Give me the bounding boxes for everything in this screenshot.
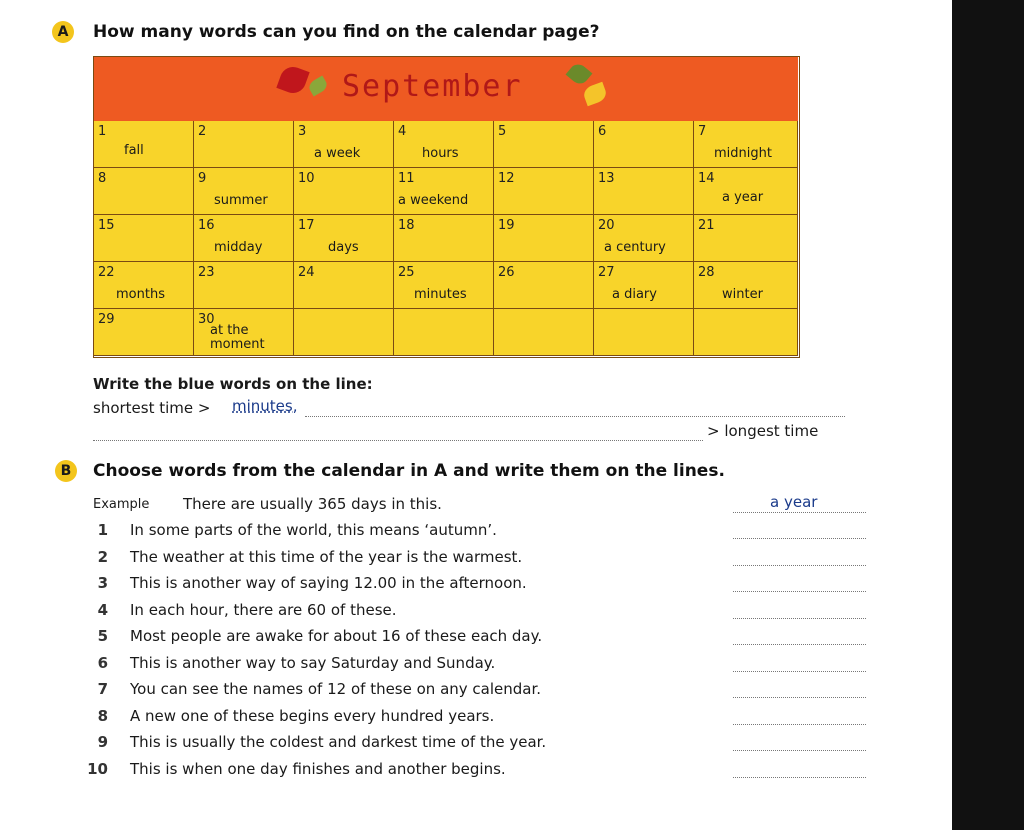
section-a-badge: A	[52, 21, 74, 43]
calendar-word: winter	[722, 287, 763, 302]
calendar-day-number: 6	[598, 124, 607, 139]
calendar-cell	[294, 309, 394, 356]
calendar-day-number: 7	[698, 124, 707, 139]
question-text: The weather at this time of the year is the warmest.	[130, 547, 523, 566]
question-text: This is usually the coldest and darkest time of the year.	[130, 733, 547, 751]
calendar-cell	[694, 309, 798, 356]
calendar-day-number: 22	[98, 265, 115, 280]
calendar-word: midnight	[714, 146, 772, 161]
question-number: 1	[97, 521, 108, 539]
calendar-word: hours	[422, 146, 459, 161]
calendar-cell	[294, 168, 394, 215]
example-answer-line	[733, 512, 866, 513]
calendar-word: a century	[604, 240, 666, 255]
calendar-word: fall	[124, 143, 144, 158]
calendar-cell	[494, 309, 594, 356]
calendar-word: summer	[214, 193, 268, 208]
calendar-day-number: 27	[598, 265, 615, 280]
calendar-day-number: 3	[298, 124, 307, 139]
calendar-day-number: 20	[598, 218, 615, 233]
answer-line[interactable]	[733, 724, 866, 725]
calendar-cell	[94, 309, 194, 356]
calendar-cell	[94, 168, 194, 215]
calendar-day-number: 2	[198, 124, 207, 139]
calendar-word: midday	[214, 240, 263, 255]
answer-line[interactable]	[733, 565, 866, 566]
calendar-day-number: 30	[198, 312, 215, 327]
calendar-cell	[494, 215, 594, 262]
answer-line-bottom[interactable]	[93, 440, 703, 441]
calendar-day-number: 18	[398, 218, 415, 233]
calendar-day-number: 28	[698, 265, 715, 280]
calendar-word: a weekend	[398, 193, 469, 208]
calendar-day-number: 29	[98, 312, 115, 327]
calendar-day-number: 5	[498, 124, 507, 139]
answer-line[interactable]	[733, 644, 866, 645]
answer-line-top[interactable]	[305, 416, 845, 417]
calendar-cell	[494, 121, 594, 168]
maple-leaf-icon	[276, 63, 309, 96]
shortest-label: shortest time >	[93, 399, 211, 417]
calendar-day-number: 17	[298, 218, 315, 233]
calendar-word: months	[116, 287, 165, 302]
question-text: This is another way of saying 12.00 in the afternoon.	[130, 574, 527, 592]
question-number: 3	[97, 574, 108, 592]
longest-label: > longest time	[707, 422, 819, 440]
answer-line[interactable]	[733, 697, 866, 698]
calendar-cell	[394, 262, 494, 309]
calendar-day-number: 15	[98, 218, 115, 233]
example-answer: a year	[770, 493, 818, 511]
calendar-word: at the moment	[210, 323, 265, 352]
calendar-day-number: 14	[698, 171, 715, 186]
calendar-cell	[694, 262, 798, 309]
calendar-cell	[294, 121, 394, 168]
section-b-title: Choose words from the calendar in A and write them on the lines.	[93, 461, 725, 481]
dark-edge	[952, 0, 1024, 830]
calendar-cell	[94, 215, 194, 262]
calendar-day-number: 23	[198, 265, 215, 280]
green-leaf-icon	[307, 75, 330, 96]
calendar-day-number: 11	[398, 171, 415, 186]
calendar-cell	[494, 262, 594, 309]
calendar-day-number: 25	[398, 265, 415, 280]
question-text: This is another way to say Saturday and Sunday.	[130, 653, 496, 672]
calendar-cell	[94, 262, 194, 309]
calendar-cell	[294, 215, 394, 262]
question-text: In some parts of the world, this means ‘autumn’.	[130, 521, 497, 539]
calendar-day-number: 24	[298, 265, 315, 280]
calendar-cell	[394, 309, 494, 356]
calendar	[93, 56, 800, 358]
shortest-answer: minutes,	[232, 397, 298, 415]
calendar-day-number: 13	[598, 171, 615, 186]
calendar-day-number: 4	[398, 124, 407, 139]
question-number: 5	[97, 627, 108, 645]
question-number: 2	[97, 547, 108, 566]
question-text: In each hour, there are 60 of these.	[130, 600, 397, 619]
instruction: Write the blue words on the line:	[93, 375, 373, 393]
calendar-cell	[194, 309, 294, 356]
calendar-cell	[194, 168, 294, 215]
calendar-day-number: 19	[498, 218, 515, 233]
question-text: Most people are awake for about 16 of these each day.	[130, 627, 543, 645]
calendar-cell	[394, 168, 494, 215]
calendar-cell	[394, 121, 494, 168]
calendar-header	[94, 57, 798, 122]
calendar-cell	[494, 168, 594, 215]
question-text: This is when one day finishes and another begins.	[130, 759, 506, 778]
calendar-cell	[694, 121, 798, 168]
calendar-word: minutes	[414, 287, 467, 302]
question-number: 10	[87, 759, 108, 778]
calendar-word: days	[328, 240, 359, 255]
calendar-word: a diary	[612, 287, 657, 302]
calendar-cell	[94, 121, 194, 168]
question-number: 7	[97, 680, 108, 698]
calendar-cell	[394, 215, 494, 262]
calendar-cell	[194, 262, 294, 309]
question-text: A new one of these begins every hundred years.	[130, 706, 495, 725]
calendar-cell	[594, 121, 694, 168]
calendar-day-number: 12	[498, 171, 515, 186]
calendar-word: a year	[722, 190, 764, 205]
calendar-day-number: 21	[698, 218, 715, 233]
calendar-cell	[694, 168, 798, 215]
question-text: You can see the names of 12 of these on any calendar.	[130, 680, 542, 698]
olive-leaf-icon	[566, 61, 593, 88]
calendar-day-number: 9	[198, 171, 207, 186]
calendar-word: a week	[314, 146, 361, 161]
example-label: Example	[93, 497, 150, 512]
answer-line[interactable]	[733, 591, 866, 592]
question-number: 9	[97, 733, 108, 751]
question-number: 8	[97, 706, 108, 725]
answer-line[interactable]	[733, 538, 866, 539]
calendar-cell	[694, 215, 798, 262]
calendar-cell	[594, 309, 694, 356]
calendar-cell	[294, 262, 394, 309]
section-a-title: How many words can you find on the calendar page?	[93, 22, 600, 42]
example-text: There are usually 365 days in this.	[183, 495, 442, 513]
yellow-leaf-icon	[582, 82, 609, 106]
answer-line[interactable]	[733, 618, 866, 619]
answer-line[interactable]	[733, 671, 866, 672]
calendar-day-number: 26	[498, 265, 515, 280]
calendar-day-number: 10	[298, 171, 315, 186]
calendar-day-number: 16	[198, 218, 215, 233]
question-number: 6	[97, 653, 108, 672]
calendar-cell	[194, 215, 294, 262]
calendar-day-number: 1	[98, 124, 107, 139]
answer-line[interactable]	[733, 750, 866, 751]
calendar-cell	[594, 215, 694, 262]
calendar-month: September	[342, 69, 523, 104]
answer-line[interactable]	[733, 777, 866, 778]
calendar-cell	[194, 121, 294, 168]
section-b-badge: B	[55, 460, 77, 482]
calendar-cell	[594, 168, 694, 215]
question-number: 4	[97, 600, 108, 619]
calendar-cell	[594, 262, 694, 309]
calendar-day-number: 8	[98, 171, 107, 186]
